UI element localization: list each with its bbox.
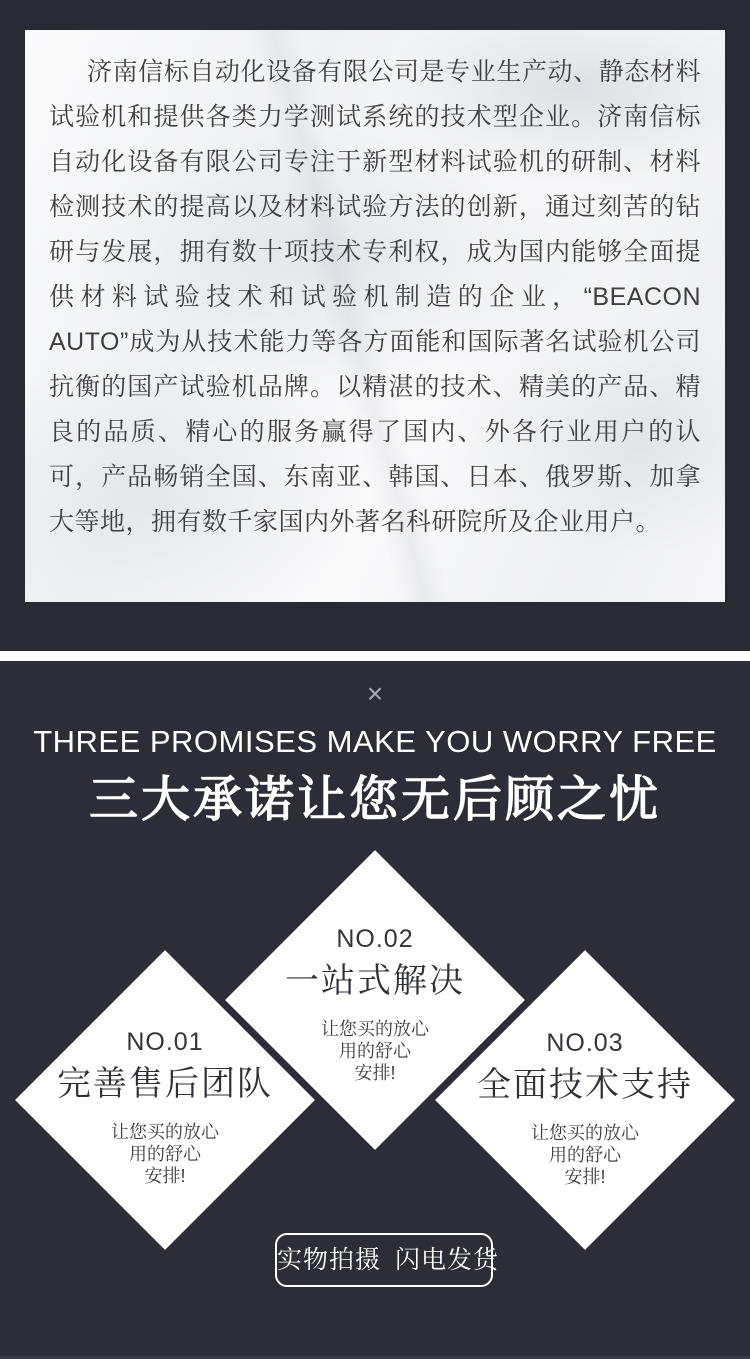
promise-desc-line: 用的舒心: [549, 1145, 621, 1165]
promise-number: NO.01: [126, 1028, 204, 1056]
promise-desc-line: 让您买的放心: [531, 1123, 639, 1143]
company-intro-text: 济南信标自动化设备有限公司是专业生产动、静态材料试验机和提供各类力学测试系统的技术型企业。济南信标自动化设备有限公司专注于新型材料试验机的研制、材料检测技术的提高以及材料试验方法的创新，通过刻苦的钻研与发展，拥有数十项技术专利权，成为国内能够全面提供材料试验技术和试验机制造的企业，“BEACON AUTO”成为从技术能力等各方面能和国际著名试验机公司抗衡的国产试验机品牌。以精湛的技术、精美的产品、精良的品质、精心的服务赢得了国内、外各行业用户的认可，产品畅销全国、东南亚、韩国、日本、俄罗斯、加拿大等地，拥有数千家国内外著名科研院所及企业用户。: [49, 58, 727, 536]
promise-number: NO.02: [336, 925, 414, 953]
promise-title: 全面技术支持: [477, 1066, 693, 1104]
promise-desc-line: 让您买的放心: [111, 1122, 219, 1142]
intro-section: [0, 0, 750, 652]
promise-title: 一站式解决: [285, 962, 465, 1000]
shipping-badge: 实物拍摄 闪电发货: [275, 1233, 493, 1287]
promise-card-3: [445, 1030, 725, 1188]
close-icon[interactable]: ×: [366, 678, 384, 709]
section-divider: [0, 651, 750, 661]
promise-desc-line: 安排!: [144, 1166, 186, 1186]
promise-number: NO.03: [546, 1029, 624, 1057]
promise-desc-line: 安排!: [354, 1063, 396, 1083]
promise-title: 完善售后团队: [57, 1065, 273, 1103]
promise-desc-line: 安排!: [564, 1167, 606, 1187]
promise-description: [445, 1122, 725, 1188]
company-intro-panel: [25, 30, 725, 602]
promise-desc-line: 用的舒心: [339, 1041, 411, 1061]
promise-desc-line: 用的舒心: [129, 1144, 201, 1164]
promise-description: [25, 1121, 305, 1187]
promises-title-zh: 三大承诺让您无后顾之忧: [88, 773, 661, 827]
promises-title-en: THREE PROMISES MAKE YOU WORRY FREE: [33, 724, 717, 759]
promise-desc-line: 让您买的放心: [321, 1019, 429, 1039]
